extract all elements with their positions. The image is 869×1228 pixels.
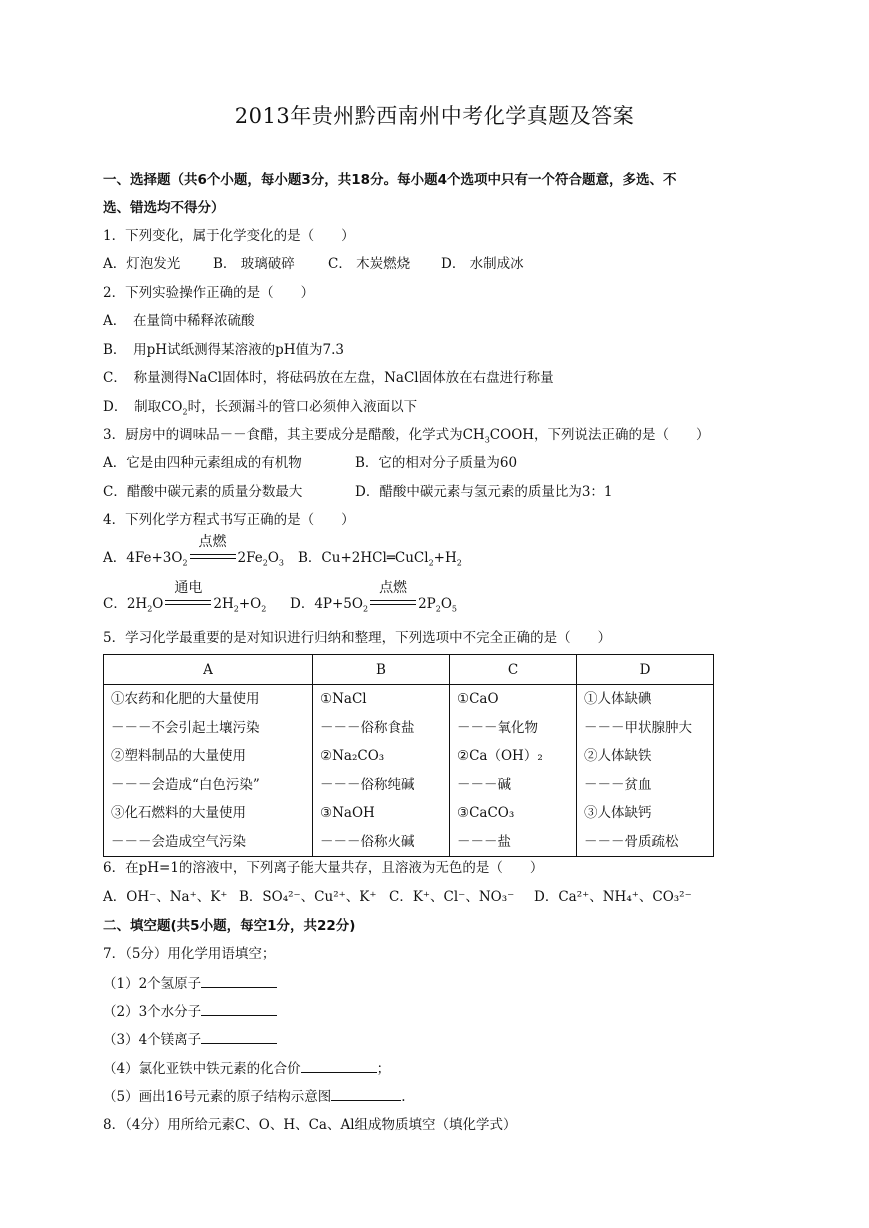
q4-options-ab: [103, 534, 462, 574]
answer-blank[interactable]: [201, 973, 277, 988]
q3-stem: 3．厨房中的调味品－－食醋，其主要成分是醋酸，化学式为$CH_3COOH$，下列说法正确的是（ ）: [103, 427, 710, 445]
q2-option-b: B． 用pH试纸测得某溶液的pH值为7.3: [103, 342, 344, 358]
q4-stem: 4．下列化学方程式书写正确的是（ ）: [103, 512, 355, 528]
q7-item-1: （1）2个氢原子: [103, 973, 277, 994]
q2-option-a: A． 在量筒中稀释浓硫酸: [103, 313, 255, 329]
q1-stem: 1．下列变化，属于化学变化的是（ ）: [103, 228, 355, 244]
reaction-arrow: 点燃: [188, 550, 238, 562]
answer-blank[interactable]: [201, 1029, 277, 1044]
q6-options: [103, 887, 692, 907]
q6-option-c: C．K⁺、Cl⁻、NO₃⁻: [389, 889, 515, 905]
q5-cell-b: ①NaCl －－－俗称食盐 ②Na₂CO₃ －－－俗称纯碱 ③NaOH －－－俗称火碱: [313, 685, 450, 857]
q5-header-d: D: [577, 655, 714, 685]
q6-stem: 6．在pH=1的溶液中，下列离子能大量共存，且溶液为无色的是（ ）: [103, 860, 544, 876]
q7-item-5: （5）画出16号元素的原子结构示意图 .: [103, 1086, 406, 1107]
answer-blank[interactable]: [331, 1086, 401, 1101]
q6-option-a: A．OH⁻、Na⁺、K⁺: [103, 889, 228, 905]
q8-stem: 8．（4分）用所给元素C、O、H、Ca、Al组成物质填空（填化学式）: [103, 1117, 517, 1133]
q5-stem: 5．学习化学最重要的是对知识进行归纳和整理，下列选项中不完全正确的是（ ）: [103, 630, 612, 646]
q4-options-cd: [103, 580, 458, 620]
q3-option-a: A．它是由四种元素组成的有机物: [103, 455, 302, 471]
q1-option-d: D． 水制成冰: [441, 256, 524, 272]
q5-cell-d: ①人体缺碘 －－－甲状腺肿大 ②人体缺铁 －－－贫血 ③人体缺钙 －－－骨质疏松: [577, 685, 714, 857]
q3-option-c: C．醋酸中碳元素的质量分数最大: [103, 484, 303, 500]
q5-header-a: A: [104, 655, 313, 685]
reaction-arrow: 通电: [163, 596, 213, 608]
q2-stem: 2．下列实验操作正确的是（ ）: [103, 285, 315, 301]
q4-option-b: B．$Cu+2HCl═CuCl_2+H_2$: [298, 550, 462, 568]
q1-option-b: B． 玻璃破碎: [213, 256, 295, 272]
reaction-arrow: 点燃: [368, 596, 418, 608]
q5-cell-a: ①农药和化肥的大量使用 －－－不会引起土壤污染 ②塑料制品的大量使用 －－－会造成“白色污染” ③化石燃料的大量使用 －－－会造成空气污染: [104, 685, 313, 857]
q4-option-c: C．$2H_2O$ 通电 $2H_2+O_2$: [103, 580, 267, 614]
q3-options-ab: [103, 453, 517, 473]
q7-item-4: （4）氯化亚铁中铁元素的化合价 ；: [103, 1058, 390, 1079]
q5-table: [103, 654, 714, 857]
q5-cell-c: ①CaO －－－氧化物 ②Ca（OH）₂ －－－碱 ③CaCO₃ －－－盐: [450, 685, 577, 857]
q2-option-c: C． 称量测得NaCl固体时，将砝码放在左盘，NaCl固体放在右盘进行称量: [103, 370, 554, 386]
q3-option-b: B．它的相对分子质量为60: [355, 455, 518, 471]
q5-header-c: C: [450, 655, 577, 685]
q7-item-2: （2）3个水分子: [103, 1001, 277, 1022]
answer-blank[interactable]: [201, 1001, 277, 1016]
q7-item-3: （3）4个镁离子: [103, 1029, 277, 1050]
q4-option-d: D．$4P+5O_2$ 点燃 $2P_2O_5$: [290, 580, 458, 614]
q5-header-b: B: [313, 655, 450, 685]
q4-option-a: A．$4Fe+3O_2$ 点燃 $2Fe_2O_3$: [103, 534, 285, 568]
q6-option-d: D．Ca²⁺、NH₄⁺、CO₃²⁻: [534, 889, 692, 905]
section1-heading-line1: 一、选择题（共6个小题，每小题3分，共18分。每小题4个选项中只有一个符合题意，多选、不: [103, 172, 677, 188]
answer-blank[interactable]: [301, 1058, 377, 1073]
section2-heading: 二、填空题(共5小题，每空1分，共22分): [103, 918, 356, 934]
q1-option-a: A．灯泡发光: [103, 256, 181, 272]
q7-stem: 7．（5分）用化学用语填空；: [103, 946, 276, 962]
q3-options-cd: [103, 482, 613, 502]
page-title: 2013年贵州黔西南州中考化学真题及答案: [234, 104, 635, 128]
q1-options: [103, 254, 524, 274]
section1-heading-line2: 选、错选均不得分）: [103, 200, 225, 216]
q6-option-b: B．SO₄²⁻、Cu²⁺、K⁺: [239, 889, 377, 905]
q2-option-d: D． 制取$CO_2$时，长颈漏斗的管口必须伸入液面以下: [103, 399, 418, 417]
q1-option-c: C． 木炭燃烧: [328, 256, 411, 272]
q3-option-d: D．醋酸中碳元素与氢元素的质量比为3：1: [355, 484, 613, 500]
